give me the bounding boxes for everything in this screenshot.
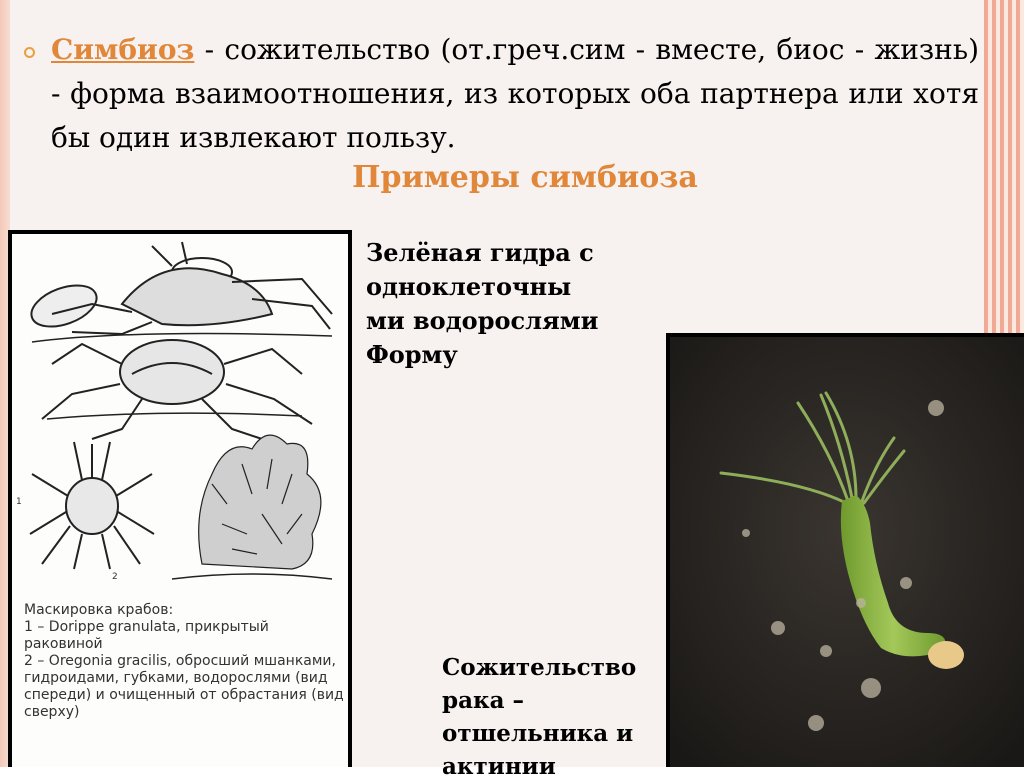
figure-number-2: 2 — [112, 572, 118, 582]
figure-number-1: 1 — [16, 497, 22, 507]
term-symbiosis: Симбиоз — [51, 33, 195, 66]
hermit-crab-description: Сожительство рака – отшельника и актинии — [442, 654, 637, 780]
hydra-photo — [666, 333, 1024, 767]
crab-caption: Маскировка крабов: 1 – Dorippe granulata, прикрытый раковиной 2 – Oregonia gracilis, обросший мшанками, гидроидами, губками, водорослями (вид спереди) и очищенный от обрастания (вид сверху) — [24, 602, 344, 720]
crab-illustration — [8, 230, 352, 767]
hydra-description: Зелёная гидра с одноклеточны ми водорослями Форму — [366, 238, 599, 369]
definition-text: - сожительство (от.греч.сим - вместе, биос - жизнь) - форма взаимоотношения, из которых оба партнера или хотя бы один извлекают пользу. — [51, 33, 979, 154]
crab-illustration-inner — [12, 234, 348, 767]
bullet-icon — [24, 47, 35, 58]
definition-paragraph — [51, 28, 979, 160]
crab-drawing — [12, 234, 348, 604]
hydra-image — [666, 333, 1024, 767]
examples-title: Примеры симбиоза — [352, 160, 698, 195]
